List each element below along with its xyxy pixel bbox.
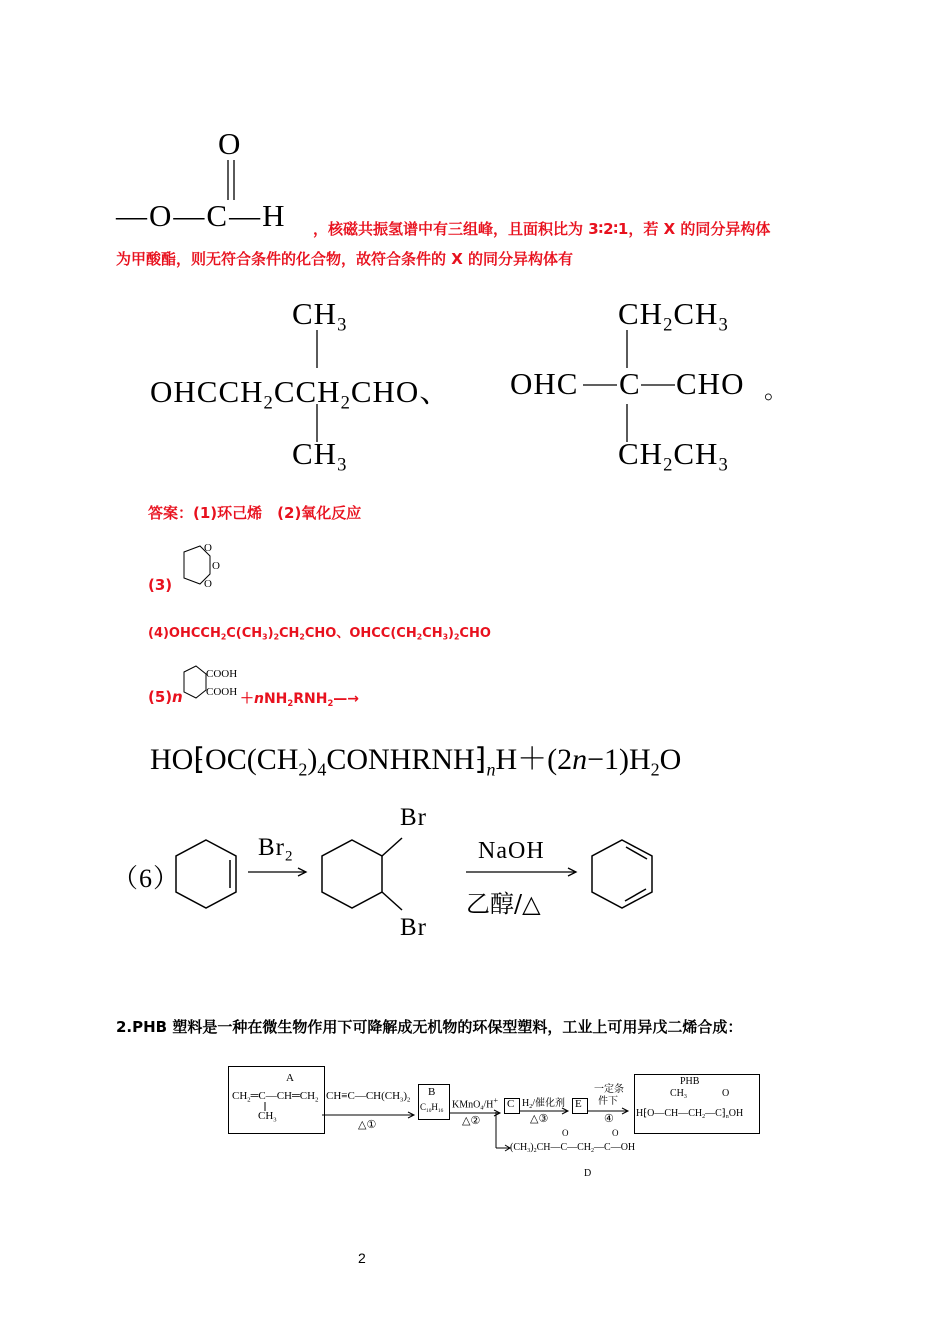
answer-5-rest: $+nNH_2RNH_2—\to$	[240, 691, 360, 708]
isoprene-formula: $CH_2═C—CH═CH_2$	[232, 1090, 319, 1104]
arrow-1	[246, 866, 310, 878]
isomer2-bottom-ethyl: $CH_2CH_3$	[618, 436, 729, 476]
formate-chain: —O—C—H	[116, 198, 287, 233]
reagent-br2: $Br_2$	[258, 834, 294, 865]
step-4: ④	[604, 1113, 614, 1125]
br-bottom: Br	[400, 914, 427, 941]
label-phb: PHB	[680, 1076, 700, 1087]
step-2: △②	[462, 1115, 481, 1127]
analysis-line-2: 为甲酸酯，则无符合条件的化合物，故符合条件的 X 的同分异构体有	[116, 250, 574, 268]
isomer1-main-chain: $OHCCH_2CCH_2CHO$、	[150, 374, 452, 414]
isomer2-center: C	[619, 366, 641, 401]
isomer1-top-methyl: $CH_3$	[292, 296, 348, 336]
adipic-acid-structure	[176, 660, 210, 706]
polymer-equation: $HO⁅OC(CH_2)_4CONHRNH⁆_nH+(2n-1)H_2O$	[150, 743, 682, 780]
reagent-kmno4: KMnO$_4$/H+	[452, 1096, 499, 1112]
answer-5-n: n	[172, 688, 183, 706]
dibromocyclohexane-ring	[316, 826, 406, 922]
step-3: △③	[530, 1113, 549, 1125]
reagent-ethanol-heat: 乙醇/△	[466, 890, 541, 918]
isomer2-top-ethyl: $CH_2CH_3$	[618, 296, 729, 336]
b-formula: $C_{10}H_{16}$	[420, 1102, 444, 1114]
isomer1-bottom-methyl: $CH_3$	[292, 436, 348, 476]
d-carbonyl-o-1: O	[562, 1128, 569, 1138]
isomer1-bond-up	[312, 330, 322, 370]
label-a: A	[286, 1072, 294, 1084]
step-1: △①	[358, 1119, 377, 1131]
reagent-condition-1: 一定条	[594, 1084, 624, 1095]
isomer2-bond-right	[641, 382, 677, 388]
anhydride-o-ring: O	[212, 560, 220, 572]
glutaric-anhydride-structure	[170, 540, 230, 598]
label-d: D	[584, 1168, 592, 1179]
arrow-2	[464, 866, 580, 878]
anhydride-o-bottom: O	[204, 578, 212, 590]
analysis-line-1: ，核磁共振氢谱中有三组峰，且面积比为 3∶2∶1，若 X 的同分异构体	[313, 220, 771, 238]
reagent-naoh: NaOH	[478, 838, 545, 864]
answer-4: $(4)OHCCH_2C(CH_3)_2CH_2CHO$、$OHCC(CH_2CH_3)_2CHO$	[148, 626, 491, 642]
br-top: Br	[400, 804, 427, 831]
cooh-top: COOH	[206, 668, 238, 680]
phb-carbonyl-o: O	[722, 1088, 730, 1099]
anhydride-o-top: O	[204, 542, 212, 554]
reagent-h2-catalyst: $H_2/$催化剂	[522, 1098, 566, 1111]
answer-3-label: (3)	[148, 576, 173, 594]
label-e: E	[575, 1098, 582, 1110]
cyclohexene-ring	[170, 826, 250, 922]
label-b: B	[428, 1086, 436, 1098]
part6-label: （6）	[112, 864, 181, 893]
d-carbonyl-o-2: O	[612, 1128, 619, 1138]
reagent-condition-2: 件下	[598, 1096, 618, 1107]
isoprene-methyl: $CH_3$	[258, 1110, 277, 1124]
cyclohexadiene-ring	[586, 826, 666, 922]
cooh-bottom: COOH	[206, 686, 238, 698]
answer-1-2: 答案：(1)环己烯 (2)氧化反应	[148, 504, 362, 522]
question-2-text: 2.PHB 塑料是一种在微生物作用下可降解成无机物的环保型塑料，工业上可用异戊二烯合成：	[116, 1018, 743, 1036]
isomer2-bond-left	[583, 382, 619, 388]
label-c: C	[507, 1098, 515, 1110]
d-formula: $(CH_3)_2CH—C—CH_2—C—OH$	[510, 1142, 636, 1155]
page-number: 2	[358, 1250, 366, 1266]
double-bond-line	[222, 160, 242, 202]
isomer2-period: 。	[764, 378, 789, 404]
alkyne-formula: $CH\equiv C—CH(CH_3)_2$	[326, 1090, 411, 1104]
formate-carbonyl-o: O	[218, 126, 242, 161]
isomer2-left: OHC	[510, 366, 579, 401]
isomer2-bond-up	[622, 330, 632, 370]
answer-5-label: (5)	[148, 688, 173, 706]
phb-formula: $H⁅O—CH—CH_2—C⁆_nOH$	[636, 1108, 744, 1121]
phb-methyl: $CH_3$	[670, 1088, 687, 1101]
isomer2-right: CHO	[676, 366, 745, 401]
